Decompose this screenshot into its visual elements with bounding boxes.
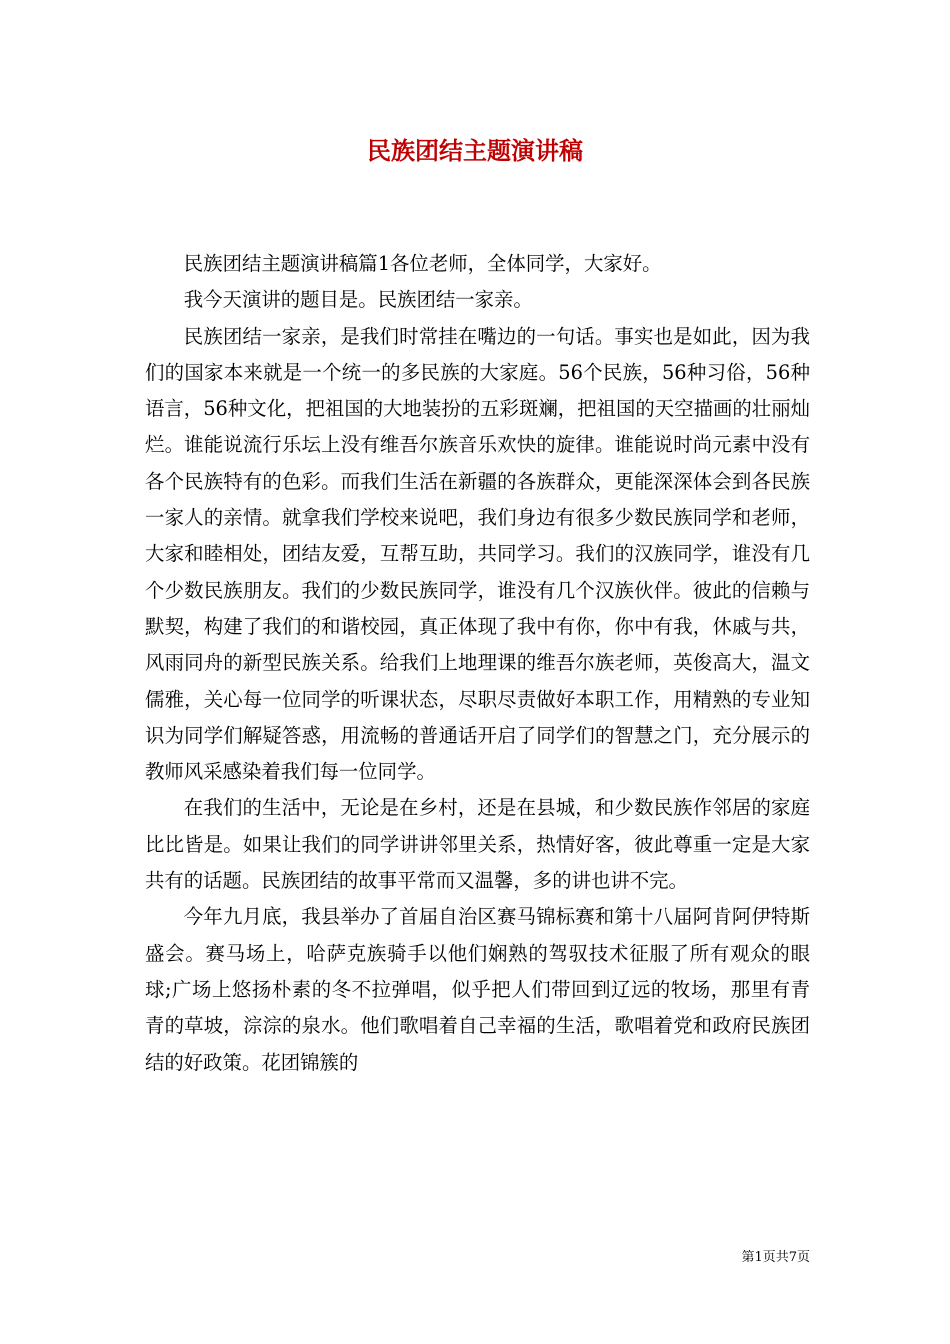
page-number: 第1页共7页 [741, 1250, 810, 1265]
document-title: 民族团结主题演讲稿 [367, 136, 583, 165]
document-body [145, 246, 810, 1081]
paragraph-5: 今年九月底，我县举办了首届自治区赛马锦标赛和第十八届阿肯阿伊特斯盛会。赛马场上，哈萨克族骑手以他们娴熟的驾驭技术征服了所有观众的眼球;广场上悠扬朴素的冬不拉弹唱，似乎把人们带回到辽远的牧场，那里有青青的草坡，淙淙的泉水。他们歌唱着自己幸福的生活，歌唱着党和政府民族团结的好政策。花团锦簇的 [145, 905, 810, 1074]
paragraph-4: 在我们的生活中，无论是在乡村，还是在县城，和少数民族作邻居的家庭比比皆是。如果让我们的同学讲讲邻里关系，热情好客，彼此尊重一定是大家共有的话题。民族团结的故事平常而又温馨，多的讲也讲不完。 [145, 796, 810, 893]
paragraph-1: 民族团结主题演讲稿篇1各位老师，全体同学，大家好。 [183, 252, 662, 275]
paragraph-2: 我今天演讲的题目是。民族团结一家亲。 [183, 288, 533, 312]
paragraph-3: 民族团结一家亲，是我们时常挂在嘴边的一句话。事实也是如此，因为我们的国家本来就是一个统一的多民族的大家庭。56个民族，56种习俗，56种语言，56种文化，把祖国的大地装扮的五彩斑斓，把祖国的天空描画的壮丽灿烂。谁能说流行乐坛上没有维吾尔族音乐欢快的旋律。谁能说时尚元素中没有各个民族特有的色彩。而我们生活在新疆的各族群众，更能深深体会到各民族一家人的亲情。就拿我们学校来说吧，我们身边有很多少数民族同学和老师，大家和睦相处，团结友爱，互帮互助，共同学习。我们的汉族同学，谁没有几个少数民族朋友。我们的少数民族同学，谁没有几个汉族伙伴。彼此的信赖与默契，构建了我们的和谐校园，真正体现了我中有你，你中有我，休戚与共，风雨同舟的新型民族关系。给我们上地理课的维吾尔族老师，英俊高大，温文儒雅，关心每一位同学的听课状态，尽职尽责做好本职工作，用精熟的专业知识为同学们解疑答惑，用流畅的普通话开启了同学们的智慧之门，充分展示的教师风采感染着我们每一位同学。 [145, 324, 810, 784]
